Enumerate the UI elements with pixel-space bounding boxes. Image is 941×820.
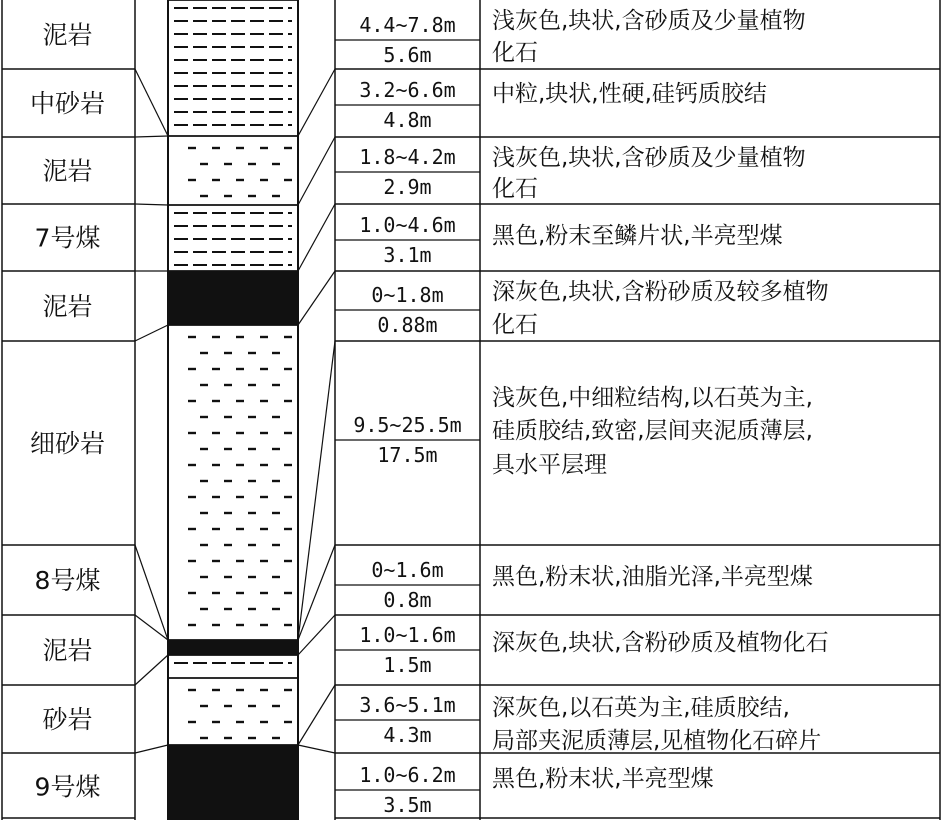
connector-right xyxy=(298,685,335,745)
connector-left xyxy=(135,136,168,137)
connector-left xyxy=(135,69,168,136)
thickness-range: 3.6~5.1m xyxy=(359,693,456,717)
layer-description: 化石 xyxy=(492,312,538,338)
layer-description: 化石 xyxy=(492,40,538,66)
lithology-label: 细砂岩 xyxy=(29,429,106,458)
thickness-average: 3.5m xyxy=(383,793,432,817)
thickness-average: 1.5m xyxy=(383,653,432,677)
thickness-average: 0.8m xyxy=(383,588,432,612)
coal-fill xyxy=(168,745,298,820)
thickness-average: 3.1m xyxy=(383,243,432,267)
layer-description: 黑色,粉末至鳞片状,半亮型煤 xyxy=(492,223,783,249)
connector-right xyxy=(298,745,335,753)
layer-description: 浅灰色,块状,含砂质及少量植物 xyxy=(492,145,806,171)
layer-description: 黑色,粉末状,油脂光泽,半亮型煤 xyxy=(492,564,813,590)
lithology-label: 泥岩 xyxy=(42,636,93,665)
layer-description: 局部夹泥质薄层,见植物化石碎片 xyxy=(492,728,822,754)
lithology-label: 泥岩 xyxy=(42,20,93,50)
coal-fill xyxy=(168,271,298,325)
layer-description: 化石 xyxy=(492,176,538,202)
lithology-label: 7号煤 xyxy=(34,223,101,253)
thickness-range: 1.0~4.6m xyxy=(359,213,456,237)
thickness-range: 9.5~25.5m xyxy=(353,413,462,437)
thickness-average: 17.5m xyxy=(377,443,438,467)
connector-left xyxy=(135,745,168,753)
thickness-average: 5.6m xyxy=(383,43,432,67)
lithology-label: 中砂岩 xyxy=(29,89,106,118)
connector-right xyxy=(298,271,335,325)
lithology-label: 泥岩 xyxy=(42,156,93,186)
thickness-range: 4.4~7.8m xyxy=(359,13,456,37)
lithology-label: 砂岩 xyxy=(42,705,93,734)
connector-left xyxy=(135,325,168,341)
thickness-range: 0~1.6m xyxy=(371,558,444,582)
thickness-average: 0.88m xyxy=(377,313,438,337)
lithology-label: 泥岩 xyxy=(42,292,93,321)
thickness-range: 1.0~1.6m xyxy=(359,623,456,647)
layer-description: 深灰色,块状,含粉砂质及植物化石 xyxy=(492,630,829,656)
layer-description: 中粒,块状,性硬,硅钙质胶结 xyxy=(492,81,767,107)
layer-description: 硅质胶结,致密,层间夹泥质薄层, xyxy=(492,418,813,444)
connector-left xyxy=(135,655,168,685)
connector-left xyxy=(135,545,168,640)
thickness-range: 3.2~6.6m xyxy=(359,78,456,102)
layer-description: 浅灰色,中细粒结构,以石英为主, xyxy=(492,385,813,411)
connector-right xyxy=(298,615,335,655)
connector-right xyxy=(298,69,335,136)
connector-right xyxy=(298,137,335,205)
layer-description: 黑色,粉末状,半亮型煤 xyxy=(492,766,714,792)
thickness-range: 1.0~6.2m xyxy=(359,763,456,787)
thickness-range: 0~1.8m xyxy=(371,283,444,307)
connector-right xyxy=(298,341,335,640)
connector-left xyxy=(135,204,168,205)
lithology-label: 8号煤 xyxy=(34,566,101,595)
thickness-average: 4.3m xyxy=(383,723,432,747)
thickness-average: 2.9m xyxy=(383,175,432,199)
connector-right xyxy=(298,204,335,271)
layer-description: 深灰色,块状,含粉砂质及较多植物 xyxy=(492,279,829,305)
lithology-label: 9号煤 xyxy=(34,772,101,802)
thickness-average: 4.8m xyxy=(383,108,432,132)
layer-description: 具水平层理 xyxy=(492,452,607,478)
thickness-range: 1.8~4.2m xyxy=(359,145,456,169)
layer-description: 深灰色,以石英为主,硅质胶结, xyxy=(492,695,790,721)
coal-fill xyxy=(168,640,298,655)
layer-description: 浅灰色,块状,含砂质及少量植物 xyxy=(492,8,806,34)
